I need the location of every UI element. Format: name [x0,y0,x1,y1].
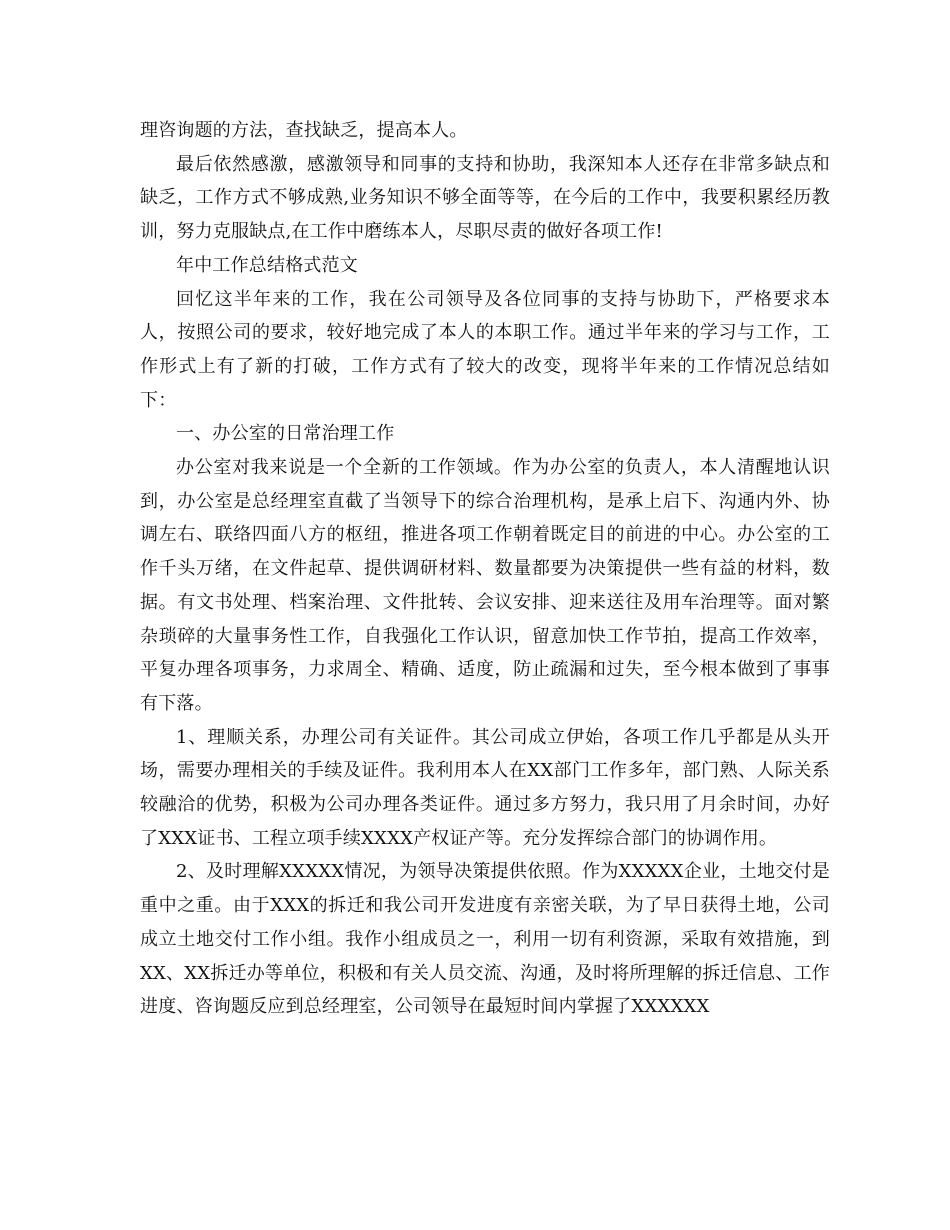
paragraph-item-2: 2、及时理解XXXXX情况，为领导决策提供依照。作为XXXXX企业，土地交付是重中之重。由于XXX的拆迁和我公司开发进度有亲密关联，为了早日获得土地，公司成立土地交付工作小组。我作小组成员之一，利用一切有利资源，采取有效措施，到XX、XX拆迁办等单位，积极和有关人员交流、沟通，及时将所理解的拆迁信息、工作进度、咨询题反应到总经理室，公司领导在最短时间内掌握了XXXXXX [140,861,830,1018]
paragraph-office-role: 办公室对我来说是一个全新的工作领域。作为办公室的负责人，本人清醒地认识到，办公室是总经理室直截了当领导下的综合治理机构，是承上启下、沟通内外、协调左右、联络四面八方的枢纽，推进各项工作朝着既定目的前进的中心。办公室的工作千头万绪，在文件起草、提供调研材料、数量都要为决策提供一些有益的材料，数据。有文书处理、档案治理、文件批转、会议安排、迎来送往及用车治理等。面对繁杂琐碎的大量事务性工作，自我强化工作认识，留意加快工作节拍，提高工作效率，平复办理各项事务，力求周全、精确、适度，防止疏漏和过失，至今根本做到了事事有下落。 [140,457,830,714]
paragraph-continued: 理咨询题的方法，查找缺乏，提高本人。 [140,120,468,141]
subheading-office-management: 一、办公室的日常治理工作 [176,423,395,445]
section-title: 年中工作总结格式范文 [176,254,358,276]
paragraph-closing-thanks: 最后依然感激，感激领导和同事的支持和协助，我深知本人还存在非常多缺点和缺乏，工作方式不够成熟,业务知识不够全面等等，在今后的工作中，我要积累经历教训，努力克服缺点,在工作中磨练本人，尽职尽责的做好各项工作! [140,153,830,243]
paragraph-intro: 回忆这半年来的工作，我在公司领导及各位同事的支持与协助下，严格要求本人，按照公司的要求，较好地完成了本人的本职工作。通过半年来的学习与工作，工作形式上有了新的打破，工作方式有了较大的改变，现将半年来的工作情况总结如下： [140,288,830,411]
paragraph-item-1: 1、理顺关系，办理公司有关证件。其公司成立伊始，各项工作几乎都是从头开场，需要办理相关的手续及证件。我利用本人在XX部门工作多年，部门熟、人际关系较融洽的优势，积极为公司办理各类证件。通过多方努力，我只用了月余时间，办好了XXX证书、工程立项手续XXXX产权证产等。充分发挥综合部门的协调作用。 [140,726,830,849]
document-body [140,114,830,1024]
